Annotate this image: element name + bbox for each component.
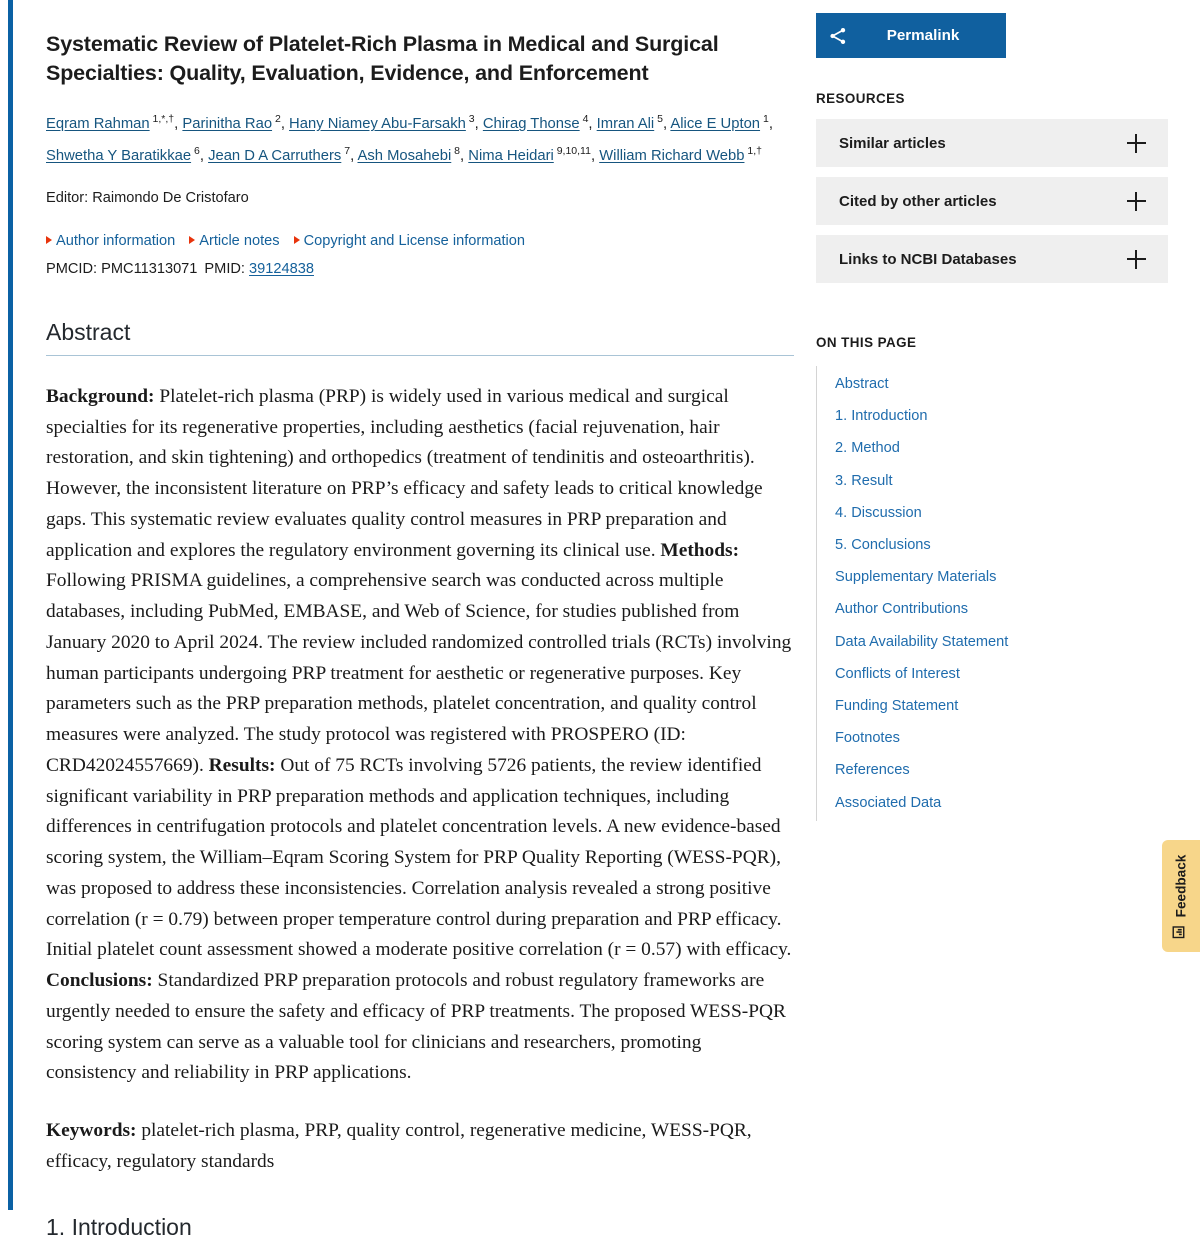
author-link[interactable]: Jean D A Carruthers (208, 148, 342, 164)
pmcid-value: PMC11313071 (101, 260, 198, 277)
author-link[interactable]: Parinitha Rao (182, 116, 273, 133)
abstract-text (46, 382, 794, 1178)
article-meta-links (46, 233, 794, 249)
author-affiliation-superscript: 5 (654, 113, 663, 126)
conclusions-label: Conclusions: (46, 970, 153, 992)
copyright-license-link[interactable]: Copyright and License information (294, 233, 525, 249)
author-affiliation-superscript: 3 (465, 113, 475, 126)
toc-item-supplementary-materials[interactable]: Supplementary Materials (835, 569, 997, 586)
keywords-label: Keywords: (46, 1120, 137, 1142)
accordion-label: Cited by other articles (839, 192, 997, 210)
methods-label: Methods: (660, 539, 740, 561)
keywords-text: platelet-rich plasma, PRP, quality control, regenerative medicine, WESS-PQR, efficacy, regulatory standards (46, 1120, 752, 1172)
author-link[interactable]: Nima Heidari (468, 148, 554, 164)
article-notes-link[interactable]: Article notes (189, 233, 279, 249)
toc-item-4-discussion[interactable]: 4. Discussion (835, 504, 922, 521)
toc-item-associated-data[interactable]: Associated Data (835, 794, 942, 811)
accordion-label: Links to NCBI Databases (839, 250, 1017, 268)
author-affiliation-superscript: 8 (451, 145, 461, 158)
author-link[interactable]: Chirag Thonse (482, 116, 580, 133)
author-link[interactable]: Eqram Rahman (46, 116, 150, 133)
author-link[interactable]: Alice E Upton (670, 116, 761, 133)
author-link[interactable]: Ash Mosahebi (357, 148, 452, 164)
toc-item-author-contributions[interactable]: Author Contributions (835, 601, 969, 618)
pmcid-label: PMCID: (46, 260, 98, 277)
feedback-tab-inner (1173, 854, 1190, 938)
pmid-label: PMID: (204, 260, 245, 277)
feedback-tab[interactable] (1162, 840, 1200, 952)
resources-caption: RESOURCES (816, 91, 905, 106)
permalink-label: Permalink (886, 27, 960, 44)
toc-item-5-conclusions[interactable]: 5. Conclusions (835, 537, 931, 554)
plus-icon[interactable] (1127, 250, 1146, 269)
left-accent-rail (8, 0, 13, 1210)
identifier-line (46, 261, 794, 277)
keywords-line (46, 1116, 794, 1178)
table-of-contents (816, 366, 1168, 821)
background-text: Platelet-rich plasma (PRP) is widely used in various medical and surgical specialties for its regenerative properties, including aesthetics (facial rejuvenation, hair restoration, and skin tightening) and orthopedics (treatment of tendinitis and osteoarthritis). However, the inconsistent literature on PRP’s efficacy and safety leads to critical knowledge gaps. This systematic review evaluates quality control measures in PRP preparation and application and explores the regulatory environment governing its clinical use. (46, 385, 763, 561)
accordion-cited-by-other-articles[interactable] (816, 177, 1168, 225)
toc-item-references[interactable]: References (835, 762, 910, 779)
article-column (46, 0, 794, 1241)
toc-item-conflicts-of-interest[interactable]: Conflicts of Interest (835, 665, 960, 682)
toc-item-data-availability-statement[interactable]: Data Availability Statement (835, 633, 1009, 650)
plus-icon[interactable] (1127, 134, 1146, 153)
introduction-heading: 1. Introduction (46, 1213, 192, 1240)
resources-accordion (816, 119, 1168, 283)
editor-line: Editor: Raimondo De Cristofaro (46, 189, 249, 206)
accordion-similar-articles[interactable] (816, 119, 1168, 167)
toc-item-footnotes[interactable]: Footnotes (835, 730, 900, 747)
results-text: Out of 75 RCTs involving 5726 patients, the review identified significant variability in PRP preparation methods and application techniques, including differences in centrifugation protocols and platelet concentration levels. A new evidence-based scoring system, the William–Eqram Scoring System for PRP Quality Reporting (WESS-PQR), was proposed to address these inconsistencies. Correlation analysis revealed a strong positive correlation (r = 0.79) between proper temperature control during preparation and PRP efficacy. Initial platelet count assessment showed a moderate positive correlation (r = 0.57) with efficacy. (46, 754, 792, 961)
share-icon (816, 26, 860, 46)
toc-item-abstract[interactable]: Abstract (835, 376, 889, 392)
author-affiliation-superscript: 1,*,† (149, 113, 175, 126)
on-this-page-caption: ON THIS PAGE (816, 335, 917, 350)
sidebar (816, 0, 1168, 821)
background-label: Background: (46, 385, 155, 407)
toc-item-funding-statement[interactable]: Funding Statement (835, 698, 959, 715)
results-label: Results: (208, 754, 276, 776)
toc-item-3-result[interactable]: 3. Result (835, 472, 893, 489)
author-link[interactable]: Hany Niamey Abu-Farsakh (289, 116, 466, 133)
bar-chart-icon (1173, 924, 1190, 938)
permalink-button[interactable] (816, 13, 1006, 58)
author-affiliation-superscript: 6 (191, 145, 200, 158)
triangle-right-icon (46, 236, 52, 244)
abstract-heading: Abstract (46, 319, 794, 356)
author-affiliation-superscript: 7 (341, 145, 351, 158)
author-list: Eqram Rahman $^{1,*,\dagger}$, Parinitha Rao $^2$, Hany Niamey Abu-Farsakh $^3$, Chirag Thonse $^4$, Imran Ali $^5$, Alice E Upton $^1$, Shwetha Y Baratikkae $^6$, Jean D A Carruthers $^7$, Ash Mosahebi $^8$, Nima Heidari $^{9,10,11}$, William Richard Webb $^{1,\dagger}$ (46, 113, 773, 164)
accordion-label: Similar articles (839, 134, 946, 152)
author-affiliation-superscript: 9,10,11 (553, 145, 591, 158)
author-affiliation-superscript: 1,† (744, 145, 762, 158)
author-affiliation-superscript: 1 (760, 113, 769, 126)
triangle-right-icon (189, 236, 195, 244)
methods-text: Following PRISMA guidelines, a comprehensive search was conducted across multiple databases, including PubMed, EMBASE, and Web of Science, for studies published from January 2020 to April 2024. The review included randomized controlled trials (RCTs) involving human participants undergoing PRP treatment for aesthetic or regenerative purposes. Key parameters such as the PRP preparation methods, platelet concentration, and quality control measures were analyzed. The study protocol was registered with PROSPERO (ID: CRD42024557669). (46, 570, 792, 776)
conclusions-text: Standardized PRP preparation protocols and robust regulatory frameworks are urgently needed to ensure the safety and efficacy of PRP treatments. The proposed WESS-PQR scoring system can serve as a valuable tool for clinicians and researchers, promoting consistency and reliability in PRP applications. (46, 970, 786, 1084)
author-link[interactable]: Shwetha Y Baratikkae (46, 148, 192, 164)
author-link[interactable]: Imran Ali (596, 116, 655, 133)
toc-item-1-introduction[interactable]: 1. Introduction (835, 408, 928, 425)
toc-item-2-method[interactable]: 2. Method (835, 440, 900, 457)
author-affiliation-superscript: 4 (579, 113, 589, 126)
author-information-link[interactable]: Author information (46, 233, 175, 249)
triangle-right-icon (294, 236, 300, 244)
pmid-link[interactable]: 39124838 (249, 260, 314, 277)
plus-icon[interactable] (1127, 192, 1146, 211)
author-link[interactable]: William Richard Webb (599, 148, 745, 164)
page-title: Systematic Review of Platelet-Rich Plasma in Medical and Surgical Specialties: Quality, Evaluation, Evidence, and Enforcement (46, 32, 719, 85)
accordion-links-to-ncbi-databases[interactable] (816, 235, 1168, 283)
feedback-label: Feedback (1173, 854, 1189, 917)
author-affiliation-superscript: 2 (272, 113, 281, 126)
